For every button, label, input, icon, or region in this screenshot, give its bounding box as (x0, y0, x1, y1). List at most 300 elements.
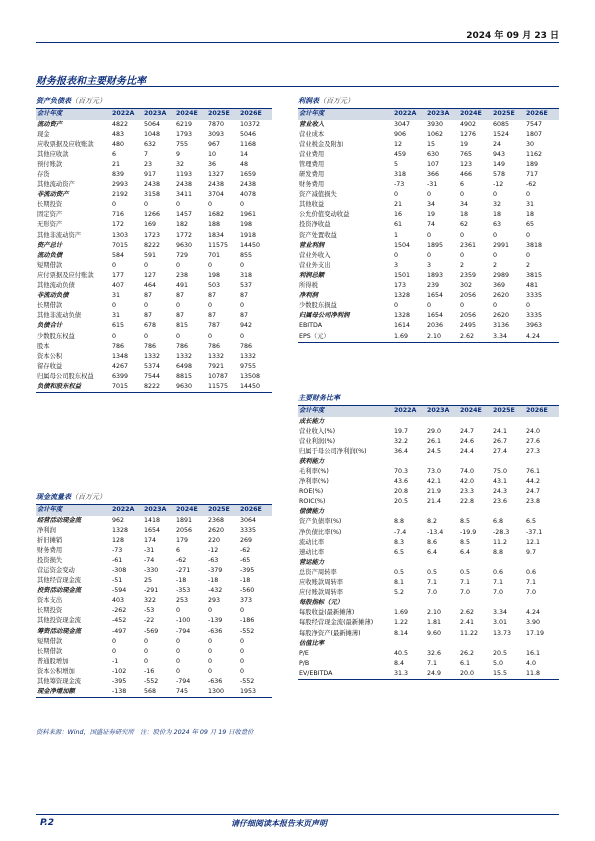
value-cell: 537 (240, 282, 253, 290)
value-cell: 5046 (240, 130, 257, 138)
value-cell: 0 (526, 231, 531, 239)
value-cell: 1332 (208, 352, 225, 360)
table-row (298, 487, 559, 497)
row-label: 普通股增加 (37, 657, 69, 665)
value-cell: 8.14 (394, 629, 409, 637)
value-cell: 21.9 (427, 488, 442, 496)
value-cell: -330 (144, 567, 159, 575)
table-row (298, 457, 559, 467)
table-header-row (36, 109, 272, 120)
value-cell (427, 558, 460, 568)
value-cell: -291 (144, 587, 159, 595)
cash-flow-unit: （百万元） (71, 493, 106, 501)
value-cell: 1348 (112, 352, 129, 360)
value-cell (526, 457, 559, 467)
table-row (298, 200, 559, 210)
table-row (298, 301, 559, 311)
value-cell: 0 (493, 191, 498, 199)
table-row (298, 321, 559, 331)
header-year-cell: 2024E (460, 406, 493, 417)
table-row (298, 311, 559, 321)
financial-ratios-table (298, 405, 559, 680)
value-cell: 169 (144, 221, 157, 229)
cash-flow-table (36, 504, 272, 698)
value-cell: -18 (208, 577, 219, 585)
value-cell (427, 507, 460, 517)
value-cell: 0.5 (394, 568, 405, 576)
value-cell: 26.1 (427, 437, 442, 445)
row-label: 资产总计 (37, 241, 63, 249)
value-cell: 369 (493, 282, 506, 290)
value-cell: 24.9 (427, 669, 460, 680)
value-cell: 1961 (240, 211, 257, 219)
table-row (36, 271, 272, 281)
value-cell: -65 (240, 556, 251, 564)
value-cell: -28.3 (493, 528, 510, 536)
header-year-cell: 2024E (460, 109, 493, 120)
value-cell: -18 (176, 577, 187, 585)
value-cell: 127 (144, 271, 157, 279)
header-year-cell: 2025E (208, 109, 240, 120)
value-cell: 786 (112, 342, 125, 350)
row-label: 毛利率(%) (299, 468, 329, 476)
header-year-cell: 2026E (240, 505, 272, 516)
row-label: 负债和股东权益 (36, 382, 112, 393)
row-label: 营业成本 (299, 130, 325, 138)
value-cell: 2 (460, 261, 465, 269)
value-cell: 31 (526, 201, 535, 209)
value-cell: 43.6 (394, 478, 409, 486)
row-label: 应付票据及应付账款 (37, 271, 94, 279)
ratios-title: 主要财务比率 (298, 394, 340, 402)
value-cell: 3093 (208, 130, 225, 138)
value-cell: 0.5 (427, 568, 438, 576)
value-cell: 1682 (208, 211, 225, 219)
value-cell: 0 (176, 261, 181, 269)
value-cell: 0 (240, 302, 245, 310)
row-label: 速动比率 (299, 548, 325, 556)
table-row (36, 647, 272, 657)
table-row (298, 130, 559, 140)
row-label: 财务费用 (37, 546, 63, 554)
value-cell: 189 (526, 160, 539, 168)
value-cell: 9630 (176, 382, 208, 393)
value-cell: 1332 (240, 352, 257, 360)
value-cell: 3335 (526, 292, 543, 300)
table-row (298, 210, 559, 220)
table-row (36, 231, 272, 241)
row-label: 每股经营现金流(最新摊薄) (299, 619, 374, 627)
value-cell: 34 (427, 201, 436, 209)
value-cell: 32 (493, 201, 502, 209)
value-cell: 87 (240, 292, 249, 300)
value-cell: 2620 (493, 292, 510, 300)
value-cell: 786 (144, 342, 157, 350)
value-cell: 0 (526, 302, 531, 310)
value-cell: 9630 (176, 241, 193, 249)
table-header-row (298, 109, 559, 120)
value-cell: -794 (176, 678, 191, 686)
value-cell: 40.5 (394, 649, 409, 657)
row-label: ROIC(%) (299, 498, 326, 506)
row-label: 成长能力 (299, 417, 325, 425)
row-label: 资产负债率(%) (299, 518, 342, 526)
value-cell: 8815 (176, 372, 193, 380)
value-cell: 568 (144, 687, 176, 698)
value-cell: 23.8 (526, 498, 541, 506)
table-row (298, 251, 559, 261)
value-cell: 198 (208, 271, 221, 279)
table-row (36, 220, 272, 230)
row-label: P/B (299, 659, 310, 667)
table-row (298, 241, 559, 251)
row-label: 少数股东损益 (299, 302, 337, 310)
table-row (36, 200, 272, 210)
row-label: 每股净资产(最新摊薄) (299, 629, 361, 637)
value-cell: 786 (208, 342, 221, 350)
table-row (298, 467, 559, 477)
value-cell: 630 (427, 150, 440, 158)
value-cell: 1328 (394, 292, 411, 300)
value-cell: 1895 (427, 241, 444, 249)
value-cell: 1.69 (394, 609, 409, 617)
value-cell (427, 417, 460, 427)
value-cell: -186 (240, 617, 255, 625)
header-year-cell: 2026E (240, 109, 272, 120)
row-label: 短期借款 (37, 637, 63, 645)
value-cell (394, 417, 427, 427)
value-cell (427, 598, 460, 608)
value-cell: 7.0 (427, 589, 438, 597)
source-note: 资料来源：Wind，国盛证券研究所 注：股价为 2024 年 09 月 19 日收盘价 (36, 729, 254, 736)
value-cell: 0 (144, 302, 149, 310)
value-cell: 6 (176, 546, 181, 554)
row-label: ROE(%) (299, 488, 324, 496)
value-cell: 503 (208, 282, 221, 290)
table-row (298, 261, 559, 271)
value-cell: 0 (208, 637, 213, 645)
value-cell: 0 (427, 191, 432, 199)
value-cell (460, 558, 493, 568)
value-cell: 0 (112, 637, 117, 645)
table-row (298, 517, 559, 527)
row-label: 其他收益 (299, 201, 325, 209)
row-label: 其他非流动资产 (37, 231, 82, 239)
value-cell: 21.4 (427, 498, 442, 506)
value-cell: 23.6 (493, 498, 508, 506)
value-cell: 0.6 (493, 568, 504, 576)
value-cell: 18 (493, 211, 502, 219)
value-cell: 967 (208, 140, 221, 148)
value-cell: 3.34 (493, 609, 508, 617)
row-label: 营运能力 (299, 558, 325, 566)
value-cell: 123 (460, 160, 473, 168)
table-row (36, 677, 272, 687)
value-cell: 7.0 (493, 589, 504, 597)
value-cell: 11575 (208, 241, 229, 249)
value-cell: 615 (112, 322, 125, 330)
table-row (36, 291, 272, 301)
value-cell: 36.4 (394, 447, 409, 455)
value-cell: -552 (144, 678, 159, 686)
value-cell: 0 (493, 231, 498, 239)
table-row (298, 231, 559, 241)
value-cell: -18 (240, 577, 251, 585)
value-cell: 1418 (144, 516, 161, 524)
value-cell: 31.3 (394, 669, 427, 680)
value-cell: 2361 (460, 241, 477, 249)
value-cell (526, 598, 559, 608)
row-label: 非流动负债 (37, 292, 69, 300)
table-row (298, 427, 559, 437)
value-cell: 6.5 (394, 548, 405, 556)
value-cell: 839 (112, 171, 125, 179)
value-cell: 0 (144, 657, 149, 665)
row-label: 经营活动现金流 (37, 516, 82, 524)
row-label: 获利能力 (299, 457, 325, 465)
value-cell: 10372 (240, 120, 261, 128)
value-cell: 48 (240, 160, 249, 168)
value-cell: -794 (176, 627, 191, 635)
table-row (298, 649, 559, 659)
value-cell: 3047 (394, 120, 411, 128)
balance-sheet-unit: （百万元） (71, 97, 106, 105)
value-cell: 0 (208, 667, 213, 675)
value-cell: 15 (427, 140, 436, 148)
value-cell: 11575 (208, 382, 240, 393)
row-label: 营业税金及附加 (299, 140, 344, 148)
value-cell: 5064 (144, 120, 161, 128)
row-label: 资本公积增加 (37, 667, 75, 675)
value-cell: 3963 (526, 322, 543, 330)
header-year-cell: 2026E (526, 109, 559, 120)
table-row (298, 659, 559, 669)
header-year-cell: 2022A (112, 109, 144, 120)
value-cell: -16 (144, 667, 155, 675)
value-cell: -53 (144, 607, 155, 615)
header-label-cell: 会计年度 (298, 406, 394, 417)
value-cell: 2.62 (460, 609, 475, 617)
value-cell: 2368 (208, 516, 225, 524)
value-cell: 73.0 (427, 468, 442, 476)
value-cell: 87 (176, 312, 185, 320)
value-cell: 1793 (176, 130, 193, 138)
value-cell (493, 558, 526, 568)
value-cell: 943 (493, 150, 506, 158)
value-cell: 7.1 (493, 579, 504, 587)
value-cell: 24.5 (427, 447, 442, 455)
value-cell: 7015 (112, 382, 144, 393)
value-cell: -62 (240, 546, 251, 554)
value-cell: 174 (144, 536, 157, 544)
value-cell: 366 (427, 171, 440, 179)
value-cell: 815 (176, 322, 189, 330)
value-cell: 4267 (112, 362, 129, 370)
row-label: 营业利润 (299, 241, 325, 249)
value-cell: -452 (112, 617, 127, 625)
value-cell: -19.9 (460, 528, 477, 536)
header-year-cell: 2023A (427, 109, 460, 120)
report-date: 2024 年 09 月 23 日 (466, 31, 559, 41)
value-cell: 2056 (176, 526, 193, 534)
value-cell: 24.7 (526, 488, 541, 496)
value-cell: 0 (176, 302, 181, 310)
value-cell: 787 (208, 322, 221, 330)
value-cell: 1168 (240, 140, 257, 148)
row-label: 流动比率 (299, 538, 325, 546)
value-cell: -379 (208, 567, 223, 575)
value-cell (493, 457, 526, 467)
value-cell: 12.1 (526, 538, 541, 546)
value-cell: 43.1 (493, 478, 508, 486)
row-label: 短期借款 (37, 261, 63, 269)
table-row (298, 598, 559, 608)
table-row (36, 190, 272, 200)
table-row (36, 667, 272, 677)
value-cell: -552 (240, 627, 255, 635)
row-label: 归属母公司股东权益 (37, 372, 94, 380)
row-label: 其他应收款 (37, 150, 69, 158)
value-cell: 24.3 (493, 488, 508, 496)
row-label: 流动资产 (37, 120, 63, 128)
value-cell: 1328 (112, 526, 129, 534)
row-label: 长期借款 (37, 302, 63, 310)
table-row (36, 382, 272, 393)
value-cell: 1614 (394, 322, 411, 330)
value-cell: 269 (240, 536, 253, 544)
value-cell: 1654 (427, 292, 444, 300)
header-year-cell: 2025E (493, 109, 526, 120)
row-label: 归属于母公司净利润(%) (299, 447, 367, 455)
value-cell: 1193 (176, 171, 193, 179)
value-cell: 0 (427, 302, 432, 310)
table-row (298, 160, 559, 170)
value-cell: 0 (176, 657, 181, 665)
value-cell: 745 (176, 687, 208, 698)
table-row (298, 628, 559, 638)
value-cell: 20.8 (394, 488, 409, 496)
value-cell: 403 (112, 597, 125, 605)
value-cell: 0 (112, 261, 117, 269)
value-cell: -73 (112, 546, 123, 554)
value-cell: -395 (112, 678, 127, 686)
value-cell: 0 (208, 332, 213, 340)
value-cell: 1327 (208, 171, 225, 179)
value-cell: 26.7 (493, 437, 508, 445)
table-row (36, 616, 272, 626)
value-cell: -636 (208, 678, 223, 686)
value-cell: 19 (427, 211, 436, 219)
income-statement-table (298, 108, 559, 343)
value-cell: 19.7 (394, 427, 409, 435)
value-cell: 917 (144, 171, 157, 179)
table-row (298, 150, 559, 160)
value-cell: 19 (460, 140, 469, 148)
value-cell: 23.3 (460, 488, 475, 496)
row-label: 偿债能力 (299, 508, 325, 516)
value-cell: 464 (144, 282, 157, 290)
value-cell: -61 (112, 556, 123, 564)
header-label-cell: 会计年度 (36, 505, 112, 516)
cash-flow-title-text: 现金流量表 (36, 493, 71, 501)
value-cell: 149 (493, 160, 506, 168)
value-cell: 2993 (112, 181, 129, 189)
row-label: 营业收入 (299, 120, 325, 128)
value-cell: 1332 (176, 352, 193, 360)
table-row (36, 140, 272, 150)
value-cell: -7.4 (394, 528, 407, 536)
table-row (298, 669, 559, 680)
value-cell: 24.0 (526, 427, 541, 435)
value-cell: -62 (526, 181, 537, 189)
row-label: 财务费用 (299, 181, 325, 189)
value-cell: 3.34 (493, 331, 526, 342)
value-cell: 1501 (394, 271, 411, 279)
value-cell: 1654 (427, 312, 444, 320)
value-cell: -31 (427, 181, 438, 189)
table-row (298, 140, 559, 150)
value-cell: 8.5 (460, 518, 471, 526)
value-cell: 2056 (460, 312, 477, 320)
value-cell: 2359 (460, 271, 477, 279)
row-label: 应收票据及应收账款 (37, 140, 94, 148)
row-label: 长期借款 (37, 647, 63, 655)
value-cell: -12 (493, 181, 504, 189)
value-cell: 42.0 (460, 478, 475, 486)
value-cell: -73 (394, 181, 405, 189)
header-year-cell: 2026E (526, 406, 559, 417)
value-cell: 0 (240, 201, 245, 209)
value-cell: 3335 (240, 526, 257, 534)
value-cell: -636 (208, 627, 223, 635)
value-cell: 3 (394, 261, 399, 269)
value-cell: 1659 (240, 171, 257, 179)
value-cell: 75.0 (493, 468, 508, 476)
value-cell: -308 (112, 567, 127, 575)
table-row (36, 331, 272, 341)
row-label: 营业外收入 (299, 251, 331, 259)
value-cell: 8.2 (427, 518, 438, 526)
income-statement-title (298, 96, 354, 106)
value-cell: 2 (493, 261, 498, 269)
table-row (298, 477, 559, 487)
value-cell: 61 (394, 221, 403, 229)
value-cell: 26.2 (460, 649, 475, 657)
table-row (36, 130, 272, 140)
value-cell: 0 (240, 261, 245, 269)
value-cell: 5.2 (394, 589, 405, 597)
row-label: 其他经营现金流 (37, 577, 82, 585)
table-row (298, 558, 559, 568)
row-label: 营业费用 (299, 150, 325, 158)
value-cell: 182 (176, 221, 189, 229)
value-cell: 0 (112, 332, 117, 340)
value-cell: 0 (208, 261, 213, 269)
value-cell: 0 (493, 251, 498, 259)
value-cell: 2.10 (427, 331, 460, 342)
row-label: 应收账款周转率 (299, 579, 344, 587)
value-cell: 4.24 (526, 609, 541, 617)
income-statement-title-text: 利润表 (298, 97, 319, 105)
value-cell (460, 417, 493, 427)
header-year-cell: 2023A (427, 406, 460, 417)
value-cell: 0 (176, 332, 181, 340)
value-cell: 2620 (208, 526, 225, 534)
value-cell: 4.0 (526, 659, 537, 667)
value-cell: 3704 (208, 191, 225, 199)
value-cell: 13.73 (493, 629, 512, 637)
row-label: 其他筹资现金流 (37, 678, 82, 686)
